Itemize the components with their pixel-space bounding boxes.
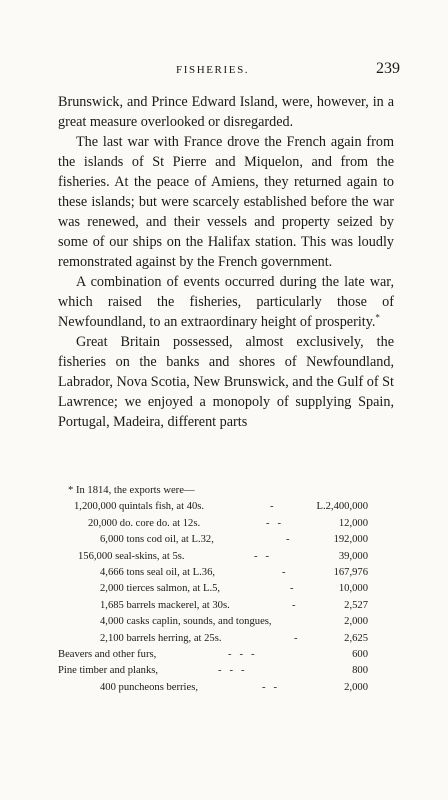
- paragraph-text: A combination of events occurred during the late war, which raised the fisheries, particularly those of Newfoundland, to an extraordinary height of prosperity.: [58, 274, 394, 330]
- footnote-row: [58, 680, 378, 696]
- running-head: FISHERIES.: [176, 64, 250, 76]
- leader-dashes: -: [290, 583, 294, 595]
- paragraph: [58, 92, 394, 132]
- export-amount: 167,976: [333, 566, 368, 578]
- leader-dashes: -: [286, 534, 290, 546]
- export-item: 1,685 barrels mackerel, at 30s.: [100, 599, 230, 611]
- paragraph: [58, 132, 394, 272]
- page-number: 239: [376, 60, 400, 77]
- export-item: 4,000 casks caplin, sounds, and tongues,: [100, 616, 272, 628]
- leader-dashes: -: [292, 599, 296, 611]
- paragraph: [58, 332, 394, 432]
- paragraph: [58, 272, 394, 332]
- footnote-row: [58, 614, 378, 630]
- export-amount: 600: [352, 648, 368, 660]
- export-item: 1,200,000 quintals fish, at 40s.: [74, 501, 205, 513]
- footnote-row: [58, 549, 378, 565]
- footnote-row: [58, 663, 378, 679]
- footnote-row: [58, 598, 378, 614]
- export-item: Pine timber and planks,: [58, 665, 159, 677]
- export-amount: 2,527: [344, 599, 368, 611]
- footnote-intro: * In 1814, the exports were—: [68, 485, 195, 496]
- footnote: [58, 483, 378, 696]
- export-amount: 2,000: [344, 681, 368, 693]
- export-amount: 39,000: [338, 550, 368, 562]
- export-item: 6,000 tons cod oil, at L.32,: [100, 534, 214, 546]
- leader-dashes: -: [270, 501, 274, 513]
- leader-dashes: -: [294, 632, 298, 644]
- footnote-row: [58, 581, 378, 597]
- paragraph-text: Great Britain possessed, almost exclusively, the fisheries on the banks and shores of Newfoundland, Labrador, Nova Scotia, New Brunswick, and the Gulf of St Lawrence; we enjoyed a monopoly of supplying Spain, Portugal, Madeira, different parts: [58, 334, 394, 430]
- footnote-row: [58, 499, 378, 515]
- paragraph-text: Brunswick, and Prince Edward Island, were, however, in a great measure overlooked or disregarded.: [58, 94, 394, 130]
- export-item: Beavers and other furs,: [58, 648, 157, 660]
- leader-dashes: - -: [262, 681, 278, 693]
- export-amount: 2,625: [344, 632, 368, 644]
- export-item: 20,000 do. core do. at 12s.: [88, 517, 201, 529]
- body-text: [58, 92, 394, 432]
- footnote-table: [58, 499, 378, 696]
- export-amount: 192,000: [333, 534, 368, 546]
- footnote-row: [58, 631, 378, 647]
- export-amount: 12,000: [338, 517, 368, 529]
- leader-dashes: - - -: [228, 648, 255, 660]
- export-item: 2,100 barrels herring, at 25s.: [100, 632, 222, 644]
- export-amount: 800: [352, 665, 368, 677]
- export-amount: 2,000: [344, 616, 368, 628]
- leader-dashes: - -: [266, 517, 282, 529]
- leader-dashes: - -: [254, 550, 270, 562]
- footnote-marker: *: [375, 312, 380, 323]
- leader-dashes: - - -: [218, 665, 245, 677]
- leader-dashes: -: [282, 566, 286, 578]
- footnote-row: [58, 647, 378, 663]
- export-item: 156,000 seal-skins, at 5s.: [78, 550, 185, 562]
- export-item: 400 puncheons berries,: [100, 681, 198, 693]
- export-item: 2,000 tierces salmon, at L.5,: [100, 583, 221, 595]
- page-header: [56, 60, 400, 82]
- paragraph-text: The last war with France drove the French again from the islands of St Pierre and Miquelon, and from the fisheries. At the peace of Amiens, they returned again to these islands; but were scarcely established before the war was renewed, and their vessels and property seized by some of our ships on the Halifax station. This was loudly remonstrated against by the French government.: [58, 134, 394, 270]
- footnote-row: [58, 532, 378, 548]
- export-amount: 10,000: [338, 583, 368, 595]
- footnote-row: [58, 516, 378, 532]
- export-item: 4,666 tons seal oil, at L.36,: [100, 566, 216, 578]
- footnote-row: [58, 565, 378, 581]
- export-amount: L.2,400,000: [316, 501, 368, 513]
